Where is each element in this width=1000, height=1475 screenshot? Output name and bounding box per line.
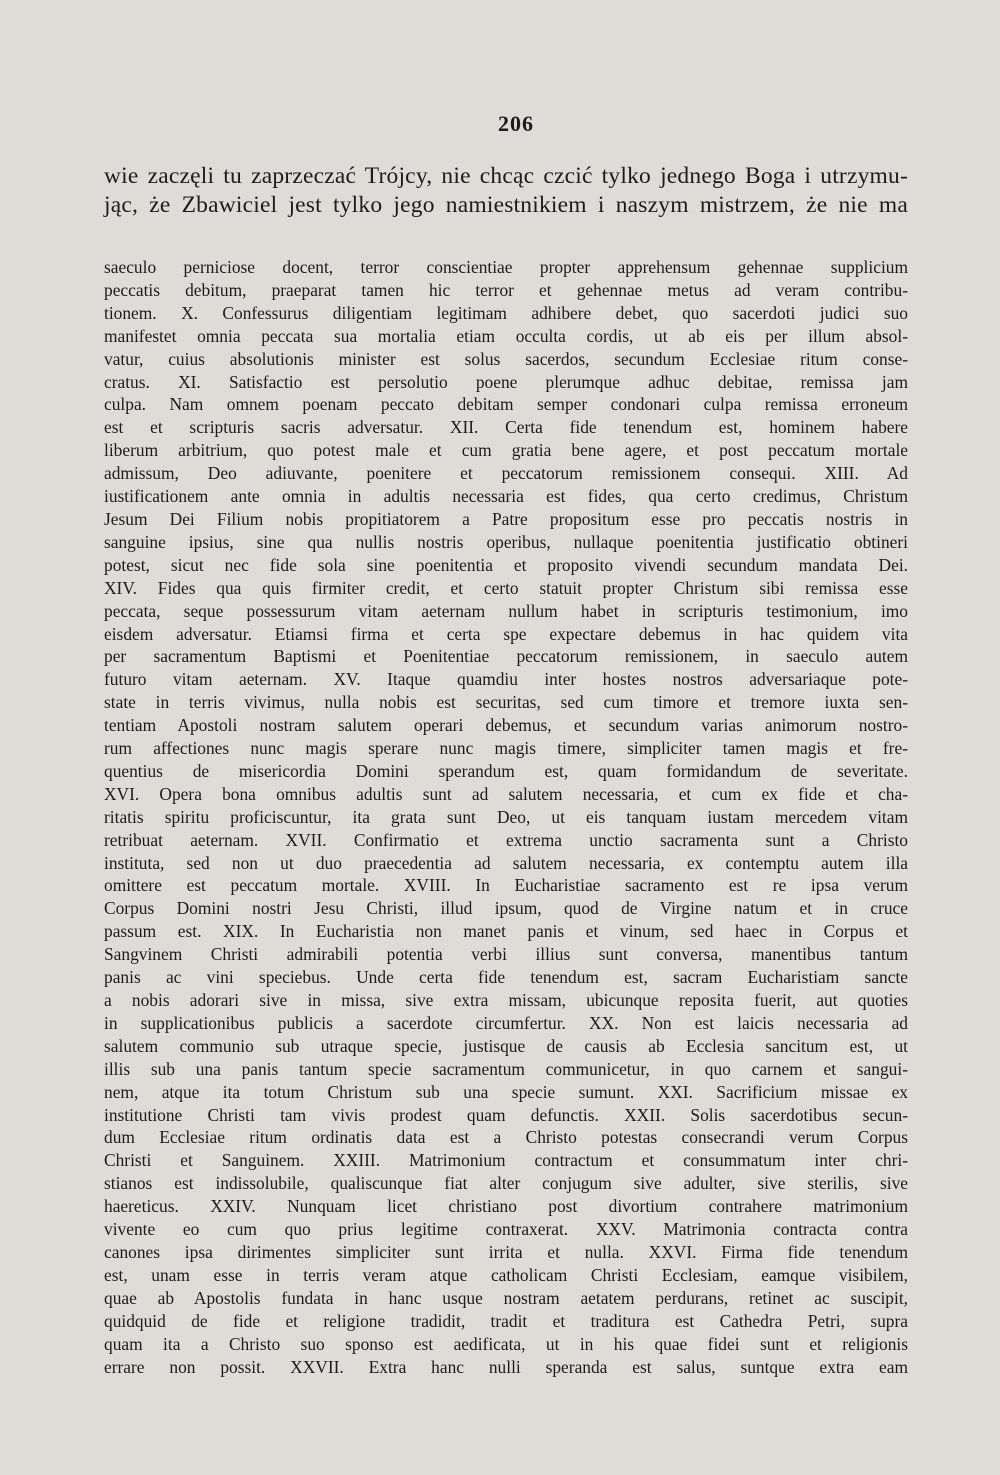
- footnote-line: canones ipsa dirimentes simpliciter sunt irrita et nulla. XXVI. Firma fide tenendum: [104, 1241, 908, 1262]
- footnote-line: sanguine ipsius, sine qua nullis nostris operibus, nullaque poenitentia justificatio obtineri: [104, 531, 908, 552]
- footnote-line: omittere est peccatum mortale. XVIII. In Eucharistiae sacramento est re ipsa verum: [104, 875, 908, 896]
- main-line: jąc, że Zbawiciel jest tylko jego namiestnikiem i naszym mistrzem, że nie ma: [104, 192, 908, 218]
- footnote-text: [104, 256, 908, 1378]
- footnote-line: quentius de misericordia Domini sperandum est, quam formidandum de severitate.: [104, 760, 908, 781]
- footnote-line: XIV. Fides qua quis firmiter credit, et certo statuit propter Christum sibi remissa esse: [104, 577, 908, 598]
- footnote-line: cratus. XI. Satisfactio est persolutio poene plerumque adhuc debitae, remissa jam: [104, 371, 908, 392]
- footnote-line: in supplicationibus publicis a sacerdote circumfertur. XX. Non est laicis necessaria ad: [104, 1012, 908, 1033]
- footnote-line: quam ita a Christo suo sponso est aedificata, ut in his quae fidei sunt et religionis: [104, 1333, 908, 1354]
- footnote-line: manifestet omnia peccata sua mortalia etiam occulta cordis, ut ab eis per illum absol-: [104, 325, 908, 346]
- footnote-line: per sacramentum Baptismi et Poenitentiae peccatorum remissionem, in saeculo autem: [104, 646, 908, 667]
- footnote-line: liberum arbitrium, quo potest male et cum gratia bene agere, et post peccatum mortale: [104, 440, 908, 461]
- footnote-line: est, unam esse in terris veram atque catholicam Christi Ecclesiam, eamque visibilem,: [104, 1264, 908, 1285]
- footnote-line: instituta, sed non ut duo praecedentia ad salutem necessaria, ex contemptu autem illa: [104, 852, 908, 873]
- footnote-line: vivente eo cum quo prius legitime contraxerat. XXV. Matrimonia contracta contra: [104, 1219, 908, 1240]
- footnote-line: salutem communio sub utraque specie, justisque de causis ab Ecclesia sancitum est, ut: [104, 1035, 908, 1056]
- footnote-line: eisdem adversatur. Etiamsi firma et certa spe expectare debemus in hac quidem vita: [104, 623, 908, 644]
- footnote-line: peccata, seque possessurum vitam aeternam nullum habet in scripturis testimonium, imo: [104, 600, 908, 621]
- footnote-line: XVI. Opera bona omnibus adultis sunt ad salutem necessaria, et cum ex fide et cha-: [104, 783, 908, 804]
- footnote-line: tionem. X. Confessurus diligentiam legitimam adhibere debet, quo sacerdoti judici suo: [104, 302, 908, 323]
- footnote-line: admissum, Deo adiuvante, poenitere et peccatorum remissionem consequi. XIII. Ad: [104, 463, 908, 484]
- footnote-line: Corpus Domini nostri Jesu Christi, illud ipsum, quod de Virgine natum et in cruce: [104, 898, 908, 919]
- footnote-line: saeculo perniciose docent, terror conscientiae propter apprehensum gehennae supplicium: [104, 257, 908, 277]
- footnote-line: Sangvinem Christi admirabili potentia verbi illius sunt conversa, manentibus tantum: [104, 944, 908, 965]
- footnote-line: nem, atque ita totum Christum sub una specie sumunt. XXI. Sacrificium missae ex: [104, 1081, 908, 1102]
- footnote-line: ritatis spiritu proficiscuntur, ita grata sunt Deo, ut eis tanquam iustam mercedem vitam: [104, 806, 908, 827]
- footnote-line: haereticus. XXIV. Nunquam licet christiano post divortium contrahere matrimonium: [104, 1196, 908, 1217]
- footnote-line: state in terris vivimus, nulla nobis est securitas, sed cum timore et tremore iuxta sen-: [104, 692, 908, 713]
- footnote-line: culpa. Nam omnem poenam peccato debitam semper condonari culpa remissa erroneum: [104, 394, 908, 415]
- footnote-line: Christi et Sanguinem. XXIII. Matrimonium contractum et consummatum inter chri-: [104, 1150, 908, 1171]
- footnote-line: dum Ecclesiae ritum ordinatis data est a Christo potestas consecrandi verum Corpus: [104, 1127, 908, 1148]
- footnote-line: iustificationem ante omnia in adultis necessaria est fides, qua certo credimus, Christum: [104, 486, 908, 507]
- footnote-line: futuro vitam aeternam. XV. Itaque quamdiu inter hostes nostros adversariaque pote-: [104, 669, 908, 690]
- footnote-line: retribuat aeternam. XVII. Confirmatio et extrema unctio sacramenta sunt a Christo: [104, 829, 908, 850]
- main-paragraph: [104, 162, 908, 220]
- footnote-line: est et scripturis sacris adversatur. XII. Certa fide tenendum est, hominem habere: [104, 417, 908, 438]
- main-line: wie zaczęli tu zaprzeczać Trójcy, nie chcąc czcić tylko jednego Boga i utrzymu-: [104, 163, 908, 189]
- footnote-line: errare non possit. XXVII. Extra hanc nulli speranda est salus, suntque extra eam: [104, 1356, 908, 1377]
- footnote-line: illis sub una panis tantum specie sacramentum communicetur, in quo carnem et sangui-: [104, 1058, 908, 1079]
- footnote-line: peccatis debitum, praeparat tamen hic terror et gehennae metus ad veram contribu-: [104, 279, 908, 300]
- footnote-line: passum est. XIX. In Eucharistia non manet panis et vinum, sed haec in Corpus et: [104, 921, 908, 942]
- footnote-line: Jesum Dei Filium nobis propitiatorem a Patre propositum esse pro peccatis nostris in: [104, 508, 908, 529]
- footnote-line: stianos est indissolubile, qualiscunque fiat alter conjugum sive adulter, sive sterilis, sive: [104, 1173, 908, 1194]
- footnote-line: quae ab Apostolis fundata in hanc usque nostram aetatem perdurans, retinet ac suscipit,: [104, 1287, 908, 1308]
- footnote-line: institutione Christi tam vivis prodest quam defunctis. XXII. Solis sacerdotibus secun-: [104, 1104, 908, 1125]
- footnote-line: tentiam Apostoli nostram salutem operari debemus, et secundum varias animorum nostro-: [104, 715, 908, 736]
- footnote-line: a nobis adorari sive in missa, sive extra missam, ubicunque reposita fuerit, aut quoties: [104, 990, 908, 1010]
- footnote-line: quidquid de fide et religione tradidit, tradit et traditura est Cathedra Petri, supra: [104, 1310, 908, 1331]
- footnote-line: potest, sicut nec fide sola sine poenitentia et proposito vivendi secundum mandata Dei.: [104, 554, 908, 575]
- footnote-line: panis ac vini speciebus. Unde certa fide tenendum est, sacram Eucharistiam sancte: [104, 967, 908, 988]
- page-number: 206: [498, 111, 534, 136]
- footnote-line: vatur, cuius absolutionis minister est solus sacerdos, secundum Ecclesiae ritum conse-: [104, 348, 908, 369]
- footnote-line: rum affectiones nunc magis sperare nunc magis timere, simpliciter tamen magis et fre-: [104, 738, 908, 759]
